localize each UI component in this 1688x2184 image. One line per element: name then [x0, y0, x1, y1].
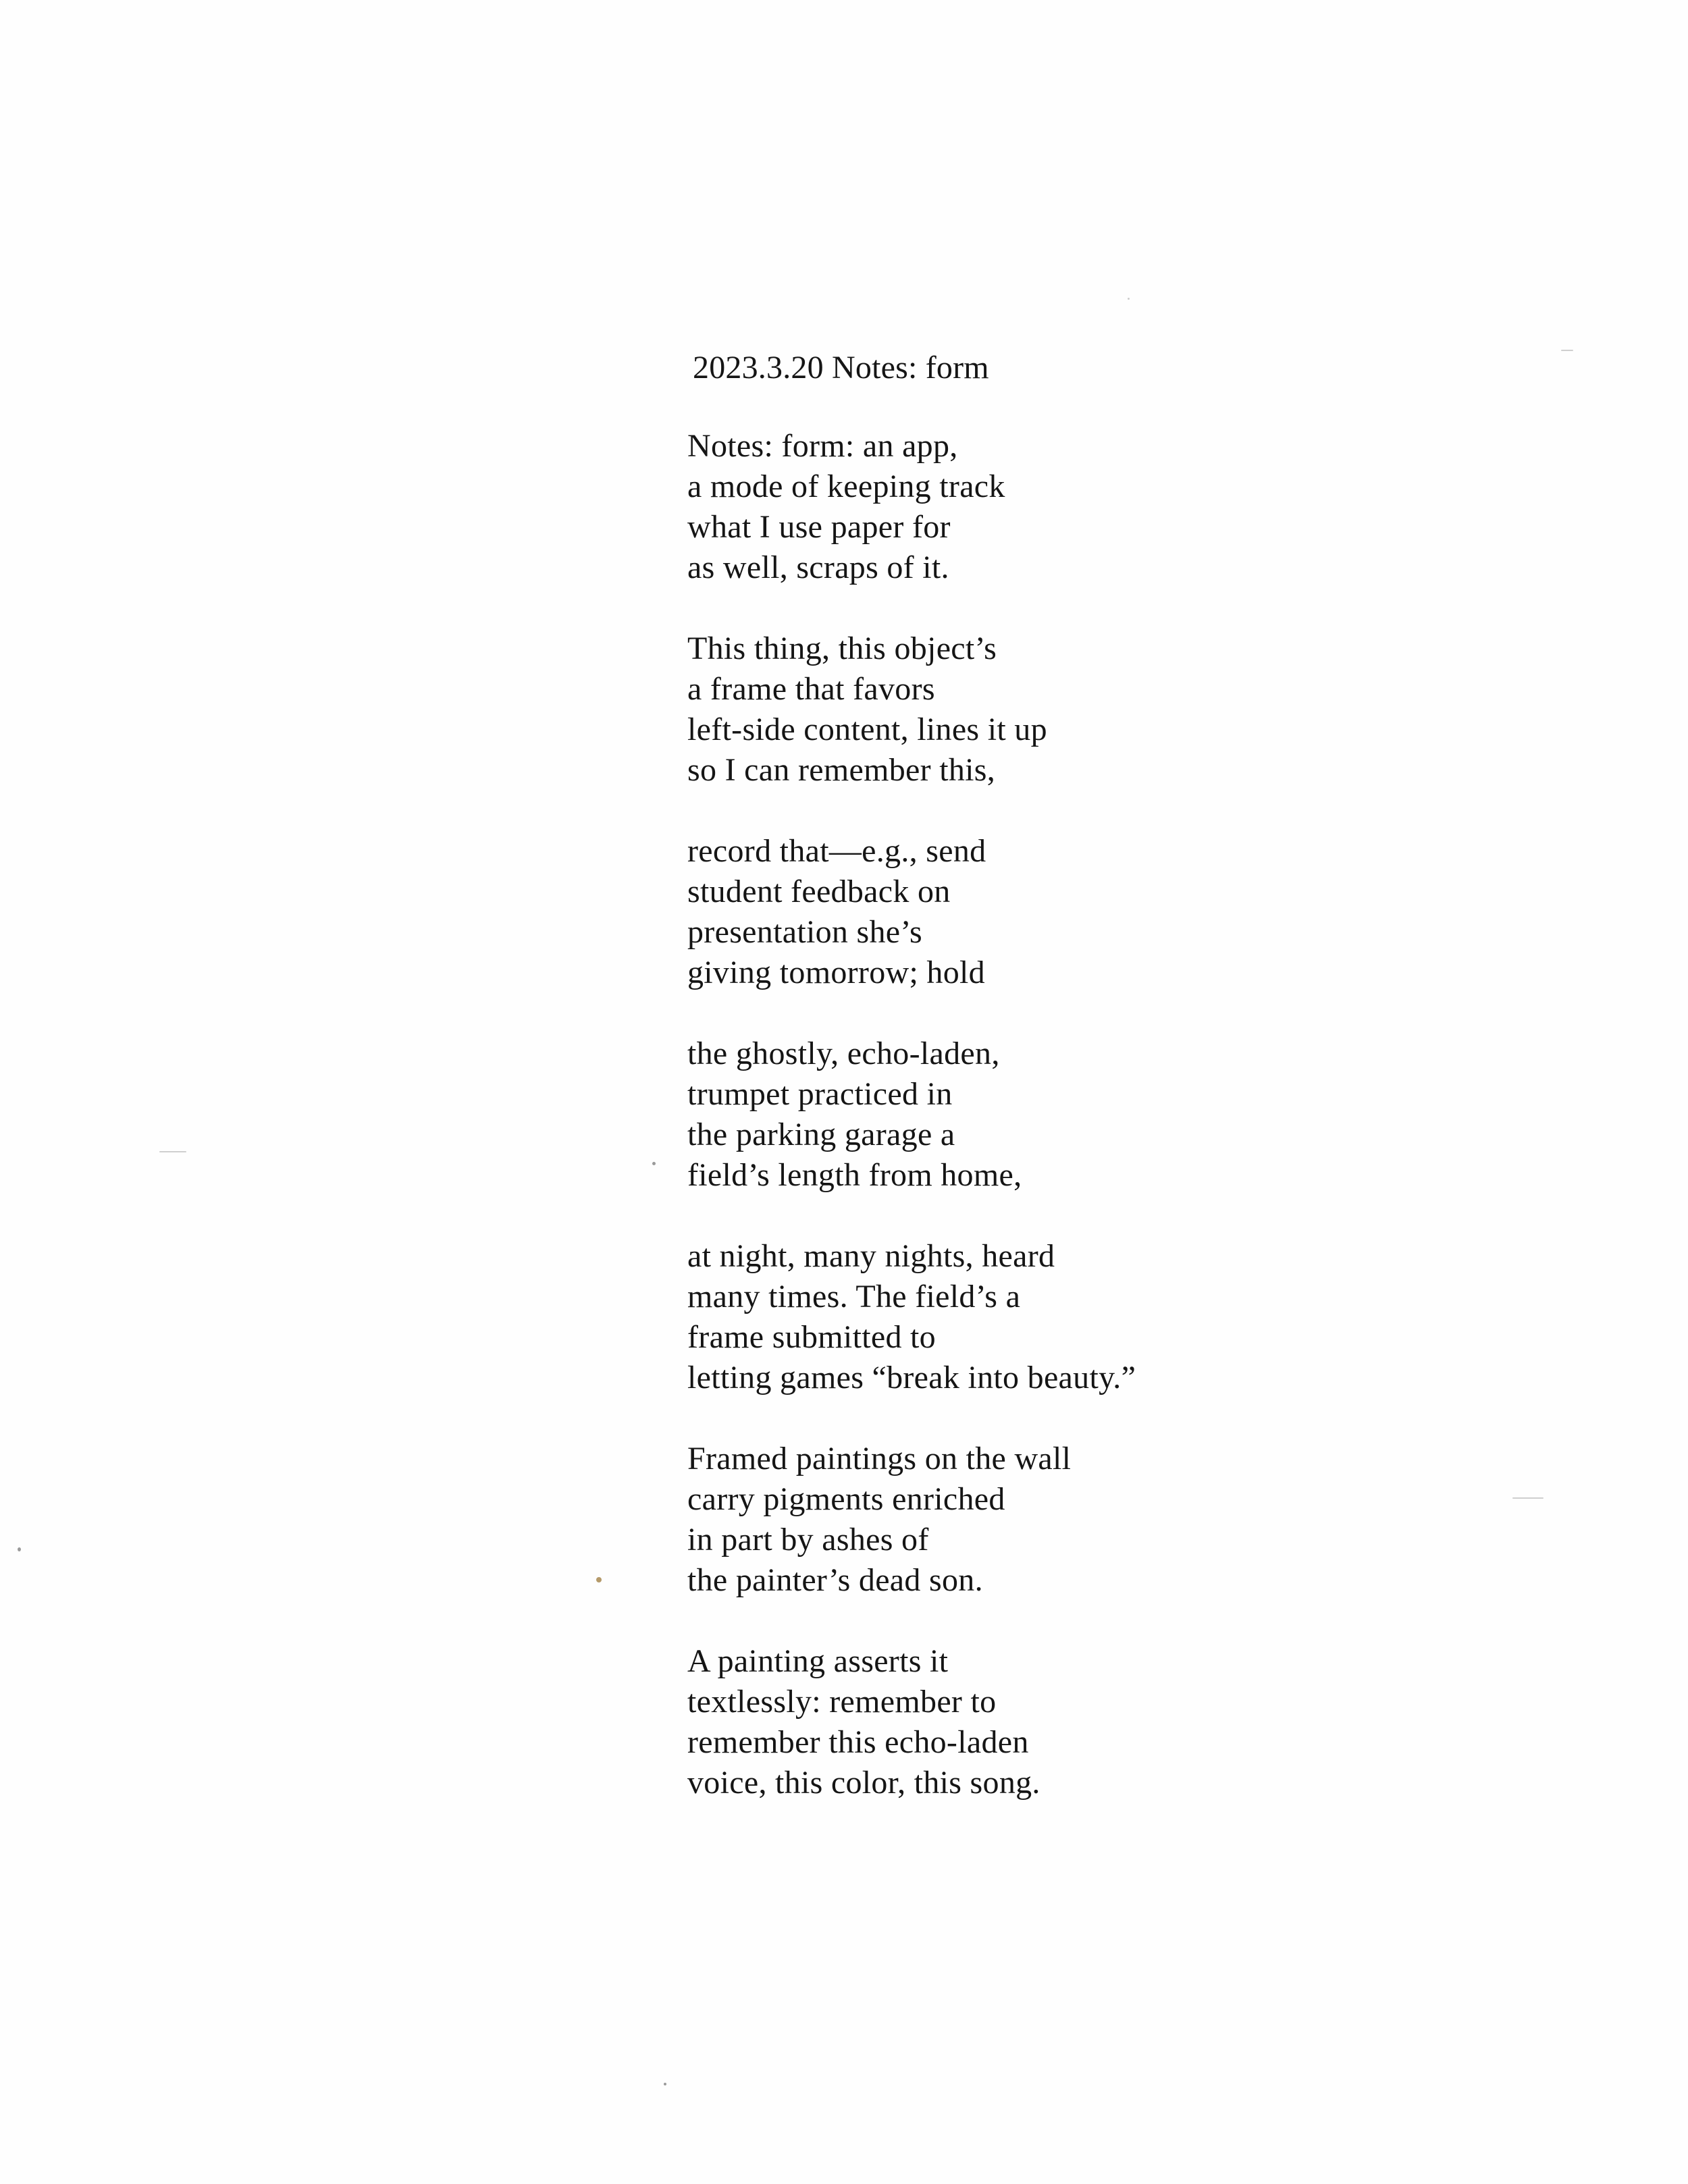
- scan-speck: [596, 1577, 602, 1582]
- poem-line: Notes: form: an app,: [687, 428, 958, 464]
- stanza-2: [687, 629, 1565, 791]
- poem-line: a mode of keeping track: [687, 469, 1005, 504]
- poem-line: field’s length from home,: [687, 1157, 1022, 1193]
- poem-line: the parking garage a: [687, 1117, 955, 1152]
- poem-line: the painter’s dead son.: [687, 1562, 983, 1598]
- stanza-4: [687, 1034, 1565, 1196]
- poem: [687, 348, 1565, 1844]
- scan-speck: [18, 1547, 21, 1551]
- poem-line: so I can remember this,: [687, 752, 996, 788]
- poem-line: record that—e.g., send: [687, 833, 986, 869]
- poem-line: carry pigments enriched: [687, 1481, 1005, 1517]
- scan-speck: [159, 1151, 186, 1152]
- poem-line: voice, this color, this song.: [687, 1765, 1040, 1801]
- poem-line: as well, scraps of it.: [687, 550, 949, 585]
- poem-line: a frame that favors: [687, 671, 935, 707]
- stanza-7: [687, 1641, 1565, 1803]
- stanza-3: [687, 831, 1565, 993]
- poem-line: trumpet practiced in: [687, 1076, 953, 1112]
- poem-line: A painting asserts it: [687, 1643, 949, 1679]
- poem-line: left-side content, lines it up: [687, 712, 1047, 747]
- scan-speck: [1128, 298, 1130, 300]
- poem-line: the ghostly, echo-laden,: [687, 1036, 1000, 1071]
- stanza-5: [687, 1236, 1565, 1398]
- poem-line: in part by ashes of: [687, 1522, 929, 1557]
- scan-speck: [664, 2083, 666, 2085]
- poem-line: at night, many nights, heard: [687, 1238, 1055, 1274]
- poem-line: what I use paper for: [687, 509, 951, 545]
- poem-line: This thing, this object’s: [687, 631, 997, 666]
- poem-line: letting games “break into beauty.”: [687, 1360, 1136, 1395]
- poem-line: textlessly: remember to: [687, 1684, 997, 1720]
- poem-line: giving tomorrow; hold: [687, 955, 985, 990]
- scan-speck: [652, 1162, 656, 1165]
- stanza-6: [687, 1439, 1565, 1601]
- poem-line: student feedback on: [687, 874, 951, 909]
- poem-line: remember this echo-laden: [687, 1724, 1029, 1760]
- poem-line: presentation she’s: [687, 914, 922, 950]
- poem-line: many times. The field’s a: [687, 1279, 1021, 1314]
- poem-line: frame submitted to: [687, 1319, 936, 1355]
- poem-title: 2023.3.20 Notes: form: [693, 350, 989, 385]
- poem-line: Framed paintings on the wall: [687, 1441, 1072, 1476]
- scan-speck: [1561, 350, 1573, 351]
- scan-speck: [1512, 1497, 1544, 1499]
- stanza-1: [687, 426, 1565, 588]
